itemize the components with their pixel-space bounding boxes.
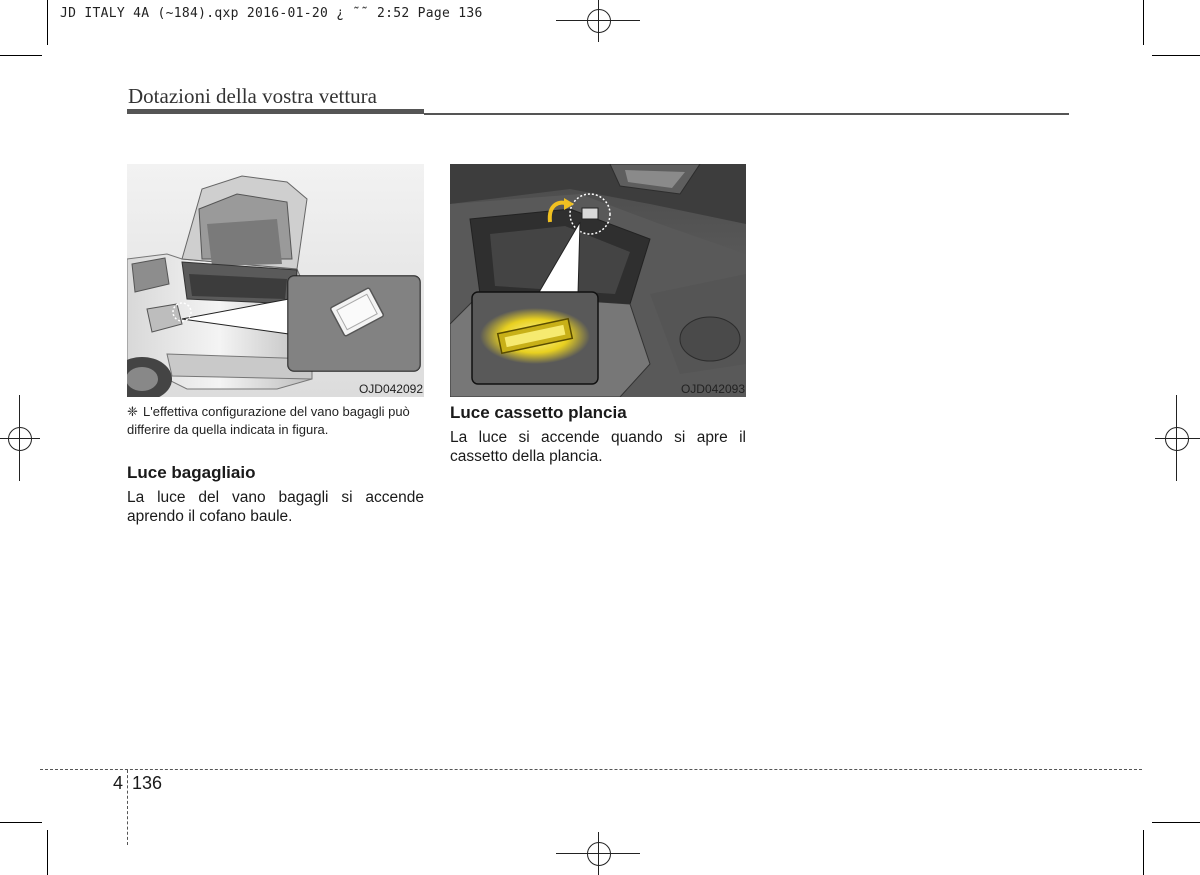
crop-mark [0,55,42,56]
crop-mark [1152,822,1200,823]
chapter-number: 4 [113,773,124,793]
crop-mark [1152,55,1200,56]
crop-mark [1143,830,1144,875]
figure-trunk-light [127,164,424,397]
note-symbol: ❈ [127,404,138,419]
crop-mark [1143,0,1144,45]
figure-code: OJD042092 [358,382,423,396]
crop-mark [47,0,48,45]
heading-luce-cassetto: Luce cassetto plancia [450,403,627,422]
figure-code: OJD042093 [680,382,745,396]
section-title: Dotazioni della vostra vettura [128,84,377,108]
car-tailgate-illustration [127,164,424,397]
page-number: 136 [132,773,163,793]
paragraph-luce-bagagliaio: La luce del vano bagagli si accende aprendo il cofano baule. [127,489,424,525]
figure-glovebox-light [450,164,746,397]
glovebox-illustration [450,164,746,397]
header-rule-thick [127,109,424,114]
heading-luce-bagagliaio: Luce bagagliaio [127,463,256,482]
footer-divider [127,770,128,845]
figure-note [127,403,424,439]
note-text: L'effettiva configurazione del vano bagagli può differire da quella indicata in figura. [127,404,410,437]
paragraph-luce-cassetto: La luce si accende quando si apre il cassetto della plancia. [450,429,746,465]
header-rule [424,113,1069,115]
crop-mark [47,830,48,875]
print-slug: JD ITALY 4A (~184).qxp 2016-01-20 ¿ ˜˜ 2:52 Page 136 [60,6,483,21]
crop-mark [0,822,42,823]
footer-rule [40,769,1142,770]
